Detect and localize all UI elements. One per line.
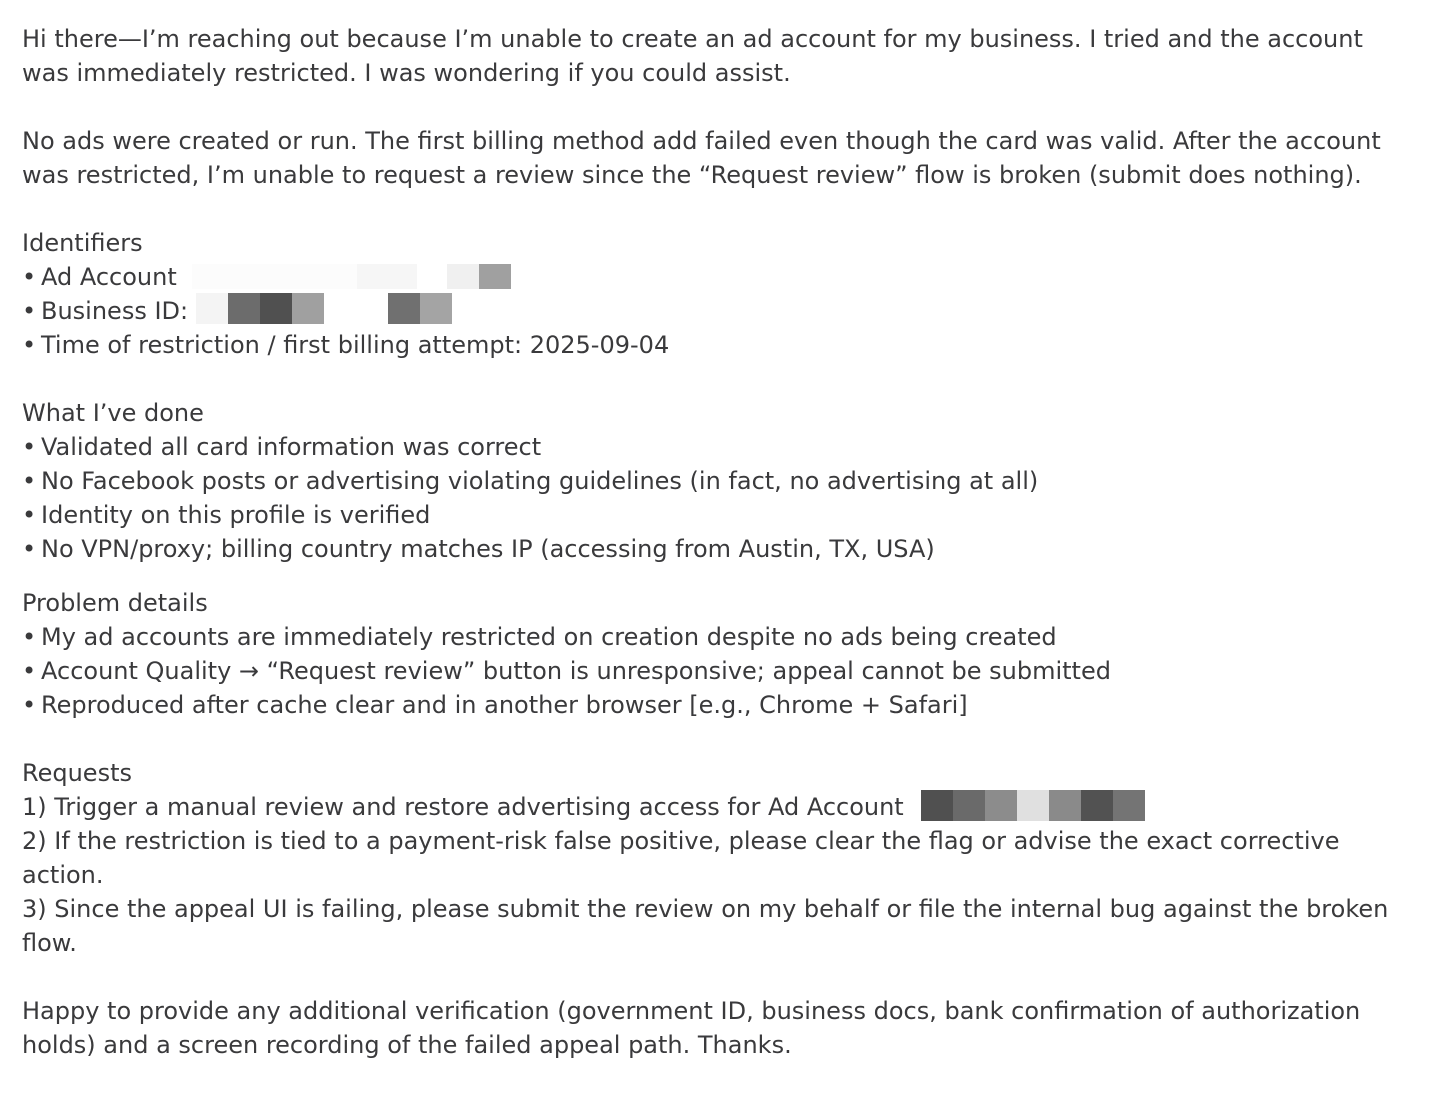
context-line: was restricted, I’m unable to request a review since the “Request review” flow is broken (submit does nothing).	[22, 161, 1362, 189]
list-item	[22, 498, 1422, 532]
list-item	[22, 620, 1422, 654]
bullet-icon: •	[22, 263, 37, 291]
section-heading: What I’ve done	[22, 399, 204, 427]
closing-line: Happy to provide any additional verification (government ID, business docs, bank confirmation of authorization	[22, 997, 1361, 1025]
context-paragraph	[22, 124, 1422, 192]
actions-taken-section	[22, 396, 1422, 566]
request-item: 2) If the restriction is tied to a payment-risk false positive, please clear the flag or advise the exact corrective	[22, 827, 1340, 855]
bullet-icon: •	[22, 297, 37, 325]
bullet-icon: •	[22, 623, 37, 651]
bullet-icon: •	[22, 691, 37, 719]
list-item-text: Identity on this profile is verified	[41, 501, 431, 529]
bullet-icon: •	[22, 501, 37, 529]
request-text: 1) Trigger a manual review and restore advertising access for Ad Account	[22, 793, 904, 821]
section-heading: Problem details	[22, 589, 208, 617]
message-body	[22, 22, 1422, 1062]
list-item-text: No Facebook posts or advertising violating guidelines (in fact, no advertising at all)	[41, 467, 1039, 495]
list-item-text: Account Quality → “Request review” button is unresponsive; appeal cannot be submitted	[41, 657, 1111, 685]
request-item-continuation: flow.	[22, 929, 77, 957]
context-line: No ads were created or run. The first billing method add failed even though the card was valid. After the account	[22, 127, 1381, 155]
intro-paragraph	[22, 22, 1422, 90]
list-item-text: Validated all card information was correct	[41, 433, 542, 461]
section-heading: Requests	[22, 759, 132, 787]
request-item	[22, 790, 1422, 824]
list-item	[22, 260, 1422, 294]
list-item	[22, 688, 1422, 722]
intro-line: was immediately restricted. I was wondering if you could assist.	[22, 59, 791, 87]
list-item	[22, 294, 1422, 328]
restriction-time: Time of restriction / first billing attempt: 2025-09-04	[41, 331, 670, 359]
request-item: 3) Since the appeal UI is failing, please submit the review on my behalf or file the internal bug against the broken	[22, 895, 1389, 923]
business-id-label: Business ID:	[41, 297, 189, 325]
bullet-icon: •	[22, 331, 37, 359]
bullet-icon: •	[22, 433, 37, 461]
bullet-icon: •	[22, 657, 37, 685]
ad-account-label: Ad Account	[41, 263, 177, 291]
list-item-text: No VPN/proxy; billing country matches IP (accessing from Austin, TX, USA)	[41, 535, 935, 563]
intro-line: Hi there—I’m reaching out because I’m unable to create an ad account for my business. I tried and the account	[22, 25, 1363, 53]
bullet-icon: •	[22, 535, 37, 563]
list-item-text: My ad accounts are immediately restricted on creation despite no ads being created	[41, 623, 1057, 651]
redacted-ad-account-id	[192, 264, 511, 289]
list-item	[22, 654, 1422, 688]
redacted-ad-account-id	[921, 790, 1145, 821]
list-item	[22, 328, 1422, 362]
list-item	[22, 464, 1422, 498]
list-item-text: Reproduced after cache clear and in another browser [e.g., Chrome + Safari]	[41, 691, 968, 719]
closing-paragraph	[22, 994, 1422, 1062]
bullet-icon: •	[22, 467, 37, 495]
request-item-continuation: action.	[22, 861, 104, 889]
redacted-business-id	[196, 293, 452, 324]
list-item	[22, 430, 1422, 464]
closing-line: holds) and a screen recording of the failed appeal path. Thanks.	[22, 1031, 792, 1059]
identifiers-section	[22, 226, 1422, 362]
section-heading: Identifiers	[22, 229, 143, 257]
problem-details-section	[22, 586, 1422, 722]
requests-section	[22, 756, 1422, 960]
list-item	[22, 532, 1422, 566]
